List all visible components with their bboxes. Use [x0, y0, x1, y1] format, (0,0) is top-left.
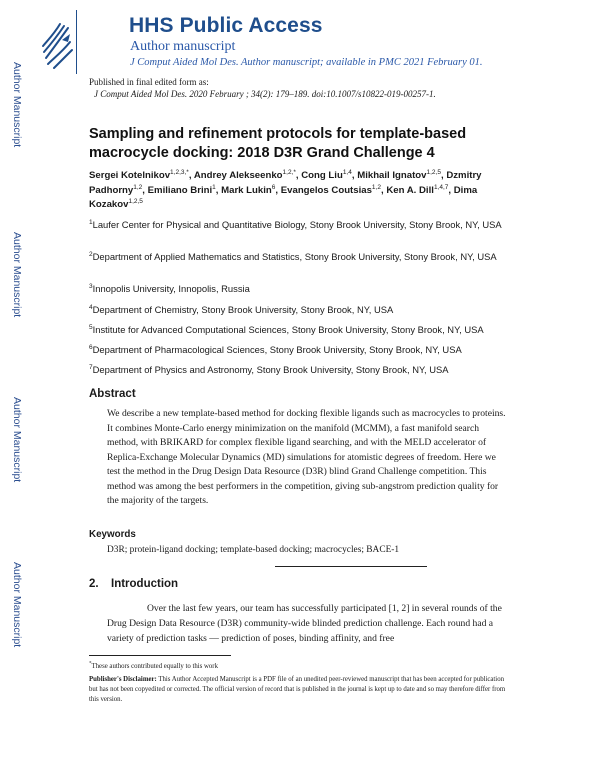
author: Mikhail Ignatov — [357, 170, 427, 181]
author-manuscript-label: Author Manuscript — [11, 62, 23, 148]
journal-citation: J Comput Aided Mol Des. Author manuscript; available in PMC 2021 February 01. — [130, 57, 483, 68]
author: Ken A. Dill — [386, 184, 434, 196]
author-list: Sergei Kotelnikov$^{1,2,3,*}$, Andrey Alekseenko$^{1,2,*}$, Cong Liu$^{1,4}$, Mikhail Ignatov$^{1,2,5}$, Dzmitry Padhorny$^{1,2}$, Emiliano Brini$^1$, Mark Lukin$^6$, Evangelos Coutsias$^{1,2}$, Ken A. Dill$^{1,4,7}$, Dima Kozakov$^{1,2,5}$ — [89, 168, 482, 210]
author: Sergei Kotelnikov — [89, 170, 171, 181]
author-affil: 1,4,7 — [433, 183, 449, 191]
author-affil: 1,4 — [342, 168, 352, 176]
introduction-text: Over the last few years, our team has successfully participated [1, 2] in several rounds of the Drug Design Data Resource (D3R) community-wide blinded prediction challenge. Each round had a variety of prediction tasks — prediction of poses, binding affinity, and free — [107, 603, 502, 644]
keywords-text: D3R; protein-ligand docking; template-based docking; macrocycles; BACE-1 — [107, 545, 400, 555]
author-affil: 1,2,* — [282, 168, 296, 176]
author-manuscript-subtitle: Author manuscript — [130, 39, 236, 54]
author: Emiliano Brini — [147, 184, 213, 196]
author-manuscript-label: Author Manuscript — [11, 232, 23, 318]
affiliation: $^6$Department of Pharmacological Sciences, Stony Brook University, Stony Brook, NY, USA — [89, 343, 462, 355]
published-citation: J Comput Aided Mol Des. 2020 February ; 34(2): 179–189. doi:10.1007/s10822-019-00257-1. — [94, 89, 436, 99]
section-divider — [275, 566, 427, 567]
author-affil: 1,2,5 — [426, 168, 441, 176]
author-manuscript-label: Author Manuscript — [11, 562, 23, 648]
affiliation: $^7$Department of Physics and Astronomy, Stony Brook University, Stony Brook, NY, USA — [89, 363, 449, 375]
keywords-heading: Keywords — [89, 529, 136, 540]
author-affil: 1,2,3,* — [170, 168, 189, 176]
affiliation: $^3$Innopolis University, Innopolis, Russia — [89, 282, 250, 294]
author-affil: 1,2 — [133, 183, 143, 191]
affiliation: $^5$Institute for Advanced Computational Sciences, Stony Brook University, Stony Brook, NY, USA — [89, 323, 484, 335]
header-divider — [76, 10, 77, 74]
affiliation: $^1$Laufer Center for Physical and Quantitative Biology, Stony Brook University, Stony Brook, NY, USA — [89, 218, 502, 230]
footnote-equal-contribution: *These authors contributed equally to this work — [89, 661, 218, 670]
affiliation: $^2$Department of Applied Mathematics and Statistics, Stony Brook University, Stony Brook, NY, USA — [89, 250, 497, 262]
left-margin-labels — [0, 0, 32, 776]
author-affil: 6 — [271, 183, 276, 191]
author: Dzmitry Padhorny — [89, 170, 482, 196]
author: Andrey Alekseenko — [193, 170, 283, 181]
hhs-eagle-logo-icon — [40, 12, 74, 74]
paper-title: Sampling and refinement protocols for template-based macrocycle docking: 2018 D3R Grand Challenge 4 — [89, 126, 467, 161]
author: Dima Kozakov — [89, 184, 478, 210]
abstract-text: We describe a new template-based method for docking flexible ligands such as macrocycles to proteins. It combines Monte-Carlo energy minimization on the manifold (MCMM), a fast manifold search method, with BRIKARD for complex flexible ligand searching, and with the MELD accelerator of Replica-Exchange Molecular Dynamics (MD) simulations for atomistic degrees of freedom. Here we test the method in the Drug Design Data Resource (D3R) blind Grand Challenge competition. This method was among the best performers in the competition, giving sub-angstrom prediction quality for the majority of the targets. — [107, 408, 506, 506]
author-affil: 1,2 — [371, 183, 381, 191]
affiliation: $^4$Department of Chemistry, Stony Brook University, Stony Brook, NY, USA — [89, 303, 394, 315]
published-label: Published in final edited form as: — [89, 77, 209, 87]
author-affil: 1,2,5 — [128, 197, 143, 205]
author: Mark Lukin — [221, 184, 272, 196]
footnote-divider — [89, 655, 231, 656]
author: Cong Liu — [301, 170, 343, 181]
author-manuscript-label: Author Manuscript — [11, 397, 23, 483]
introduction-heading: 2. Introduction — [89, 578, 179, 590]
hhs-public-access-title: HHS Public Access — [129, 14, 323, 37]
author: Evangelos Coutsias — [280, 184, 372, 196]
abstract-heading: Abstract — [89, 388, 136, 400]
publisher-disclaimer: Publisher's Disclaimer: This Author Accepted Manuscript is a PDF file of an unedited peer-reviewed manuscript that has been accepted for publication but has not been copyedited or corrected. The official version of record that is published in the journal is kept up to date and so may therefore differ from this version. — [89, 676, 506, 703]
author-affil: 1 — [212, 183, 216, 191]
